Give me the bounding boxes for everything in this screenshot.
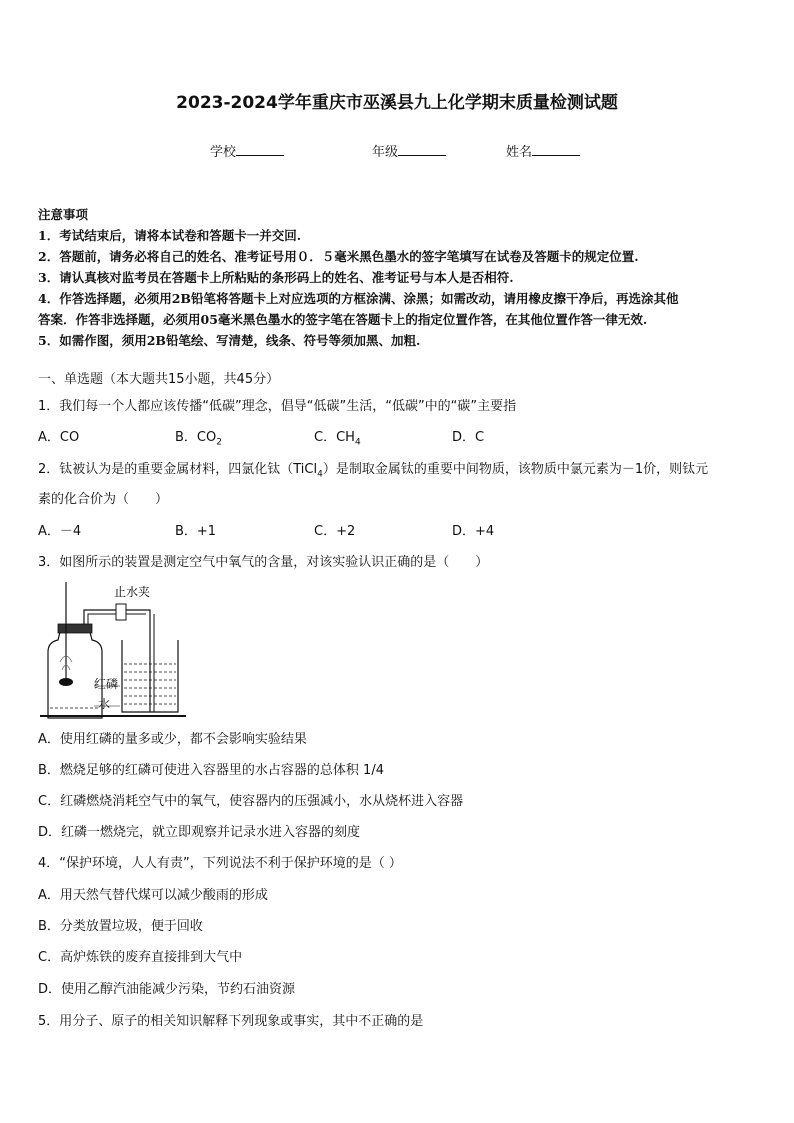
q2-option-a: A．－4 <box>38 524 82 539</box>
grade-blank <box>398 143 446 156</box>
q4-option-a: A．用天然气替代煤可以减少酸雨的形成 <box>38 888 268 903</box>
note-item: 2．答题前，请务必将自己的姓名、准考证号用０．５毫米黑色墨水的签字笔填写在试卷及答题卡的规定位置. <box>38 249 639 264</box>
q2-stem-text-2: ）是制取金属钛的重要中间物质，该物质中氯元素为－1价，则钛元 <box>322 462 709 477</box>
exam-notes <box>38 204 758 351</box>
q2-option-b: B．+1 <box>175 524 217 539</box>
q1-option-b-text: B．CO <box>175 430 217 445</box>
q3-option-c: C．红磷燃烧消耗空气中的氧气，使容器内的压强减小，水从烧杯进入容器 <box>38 794 464 809</box>
school-label: 学校 <box>210 145 237 160</box>
school-field <box>210 141 284 160</box>
question-5-stem: 5．用分子、原子的相关知识解释下列现象或事实，其中不正确的是 <box>38 1014 424 1029</box>
q2-option-d: D．+4 <box>452 524 495 539</box>
figure-label-clip: 止水夹 <box>114 585 151 599</box>
q1-option-a: A．CO <box>38 430 80 445</box>
note-item: 4．作答选择题，必须用2B铅笔将答题卡上对应选项的方框涂满、涂黑；如需改动，请用橡皮擦干净后，再选涂其他 <box>38 291 679 306</box>
question-1-stem: 1．我们每一个人都应该传播“低碳”理念，倡导“低碳”生活，“低碳”中的“碳”主要指 <box>38 399 517 414</box>
question-4-stem: 4．“保护环境，人人有责”，下列说法不利于保护环境的是（ ） <box>38 856 402 871</box>
q3-option-d: D．红磷一燃烧完，就立即观察并记录水进入容器的刻度 <box>38 825 361 840</box>
q2-option-c: C．+2 <box>314 524 356 539</box>
oxygen-experiment-figure <box>38 580 188 720</box>
q1-option-b-sub: 2 <box>216 437 222 448</box>
figure-label-phosphorus: 红磷 <box>94 677 119 691</box>
section-heading: 一、单选题（本大题共15小题，共45分） <box>38 372 280 387</box>
school-blank <box>236 143 284 156</box>
q1-option-b <box>175 426 222 448</box>
note-item: 5．如需作图，须用2B铅笔绘、写清楚，线条、符号等须加黑、加粗. <box>38 333 421 348</box>
name-label: 姓名 <box>506 145 533 160</box>
q1-option-c-sub: 4 <box>354 437 361 448</box>
name-field <box>506 141 580 160</box>
page-title: 2023-2024学年重庆市巫溪县九上化学期末质量检测试题 <box>176 93 618 113</box>
question-3-stem: 3．如图所示的装置是测定空气中氧气的含量，对该实验认识正确的是（ ） <box>38 555 489 570</box>
note-item: 答案．作答非选择题，必须用05毫米黑色墨水的签字笔在答题卡上的指定位置作答，在其他位置作答一律无效. <box>38 312 648 327</box>
q4-option-b: B．分类放置垃圾，便于回收 <box>38 919 203 934</box>
grade-field <box>372 141 446 160</box>
note-item: 3．请认真核对监考员在答题卡上所粘贴的条形码上的姓名、准考证号与本人是否相符. <box>38 270 514 285</box>
q2-stem-text: 2．钛被认为是的重要金属材料，四氯化钛（TiCl <box>38 462 318 477</box>
question-2-stem <box>38 458 708 480</box>
notes-heading: 注意事项 <box>38 207 89 222</box>
q1-option-c-text: C．CH <box>314 430 355 445</box>
q4-option-d: D．使用乙醇汽油能减少污染，节约石油资源 <box>38 982 296 997</box>
grade-label: 年级 <box>372 145 399 160</box>
question-2-stem-line2: 素的化合价为（ ） <box>38 492 169 507</box>
q4-option-c: C．高炉炼铁的废弃直接排到大气中 <box>38 950 243 965</box>
q2-stem-sub: 4 <box>317 469 323 480</box>
note-item: 1．考试结束后，请将本试卷和答题卡一并交回. <box>38 228 302 243</box>
q3-option-a: A．使用红磷的量多或少，都不会影响实验结果 <box>38 732 307 747</box>
q3-option-b: B．燃烧足够的红磷可使进入容器里的水占容器的总体积 1/4 <box>38 763 384 778</box>
q1-option-d: D．C <box>452 430 485 445</box>
q1-option-c <box>314 426 361 448</box>
figure-label-water: 水 <box>98 697 111 711</box>
name-blank <box>532 143 580 156</box>
